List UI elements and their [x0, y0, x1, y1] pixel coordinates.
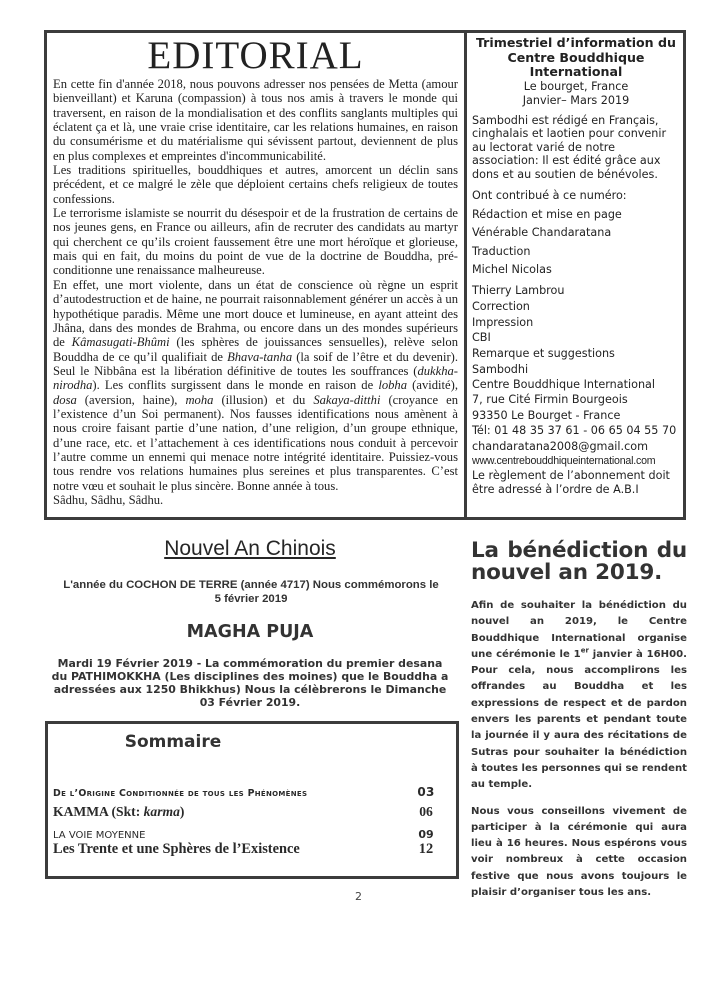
text-run: (la soif de l’être et du devenir). Seul le Nibbâna est la libération définitive de toutes les souffrances ( — [53, 349, 458, 378]
contact-website[interactable]: www.centrebouddhiqueinternational.com — [472, 455, 656, 467]
text-run: En effet, une mort violente, dans un état de conscience où règne un esprit d’autodestruction et de haine, ne pourrait raisonnablement générer un accès à un hypothétique paradis. Même une mort douce et lumineuse, en ayant atteint des Jhâna, dans des mondes de Brahma, ou encore dans un des mondes supérieurs de — [53, 277, 458, 350]
magha-puja-title: MAGHA PUJA — [186, 622, 314, 642]
text-run: du — [656, 538, 687, 563]
contact-phone: Tél: 01 48 35 37 61 - 06 65 04 55 70 — [472, 424, 677, 438]
text-run: ) — [179, 804, 185, 819]
toc-item-page: 06 — [419, 804, 433, 819]
toc-item-title: Les Trente et une Sphères de l’Existence — [53, 841, 300, 857]
toc-item-page: 09 — [418, 828, 434, 841]
text-run: (avidité), — [407, 378, 458, 393]
toc-item-page: 03 — [417, 785, 435, 799]
editorial-title: EDITORIAL — [147, 34, 364, 77]
column-divider — [464, 33, 467, 517]
toc-title: Sommaire — [124, 732, 222, 752]
toc-item[interactable] — [53, 785, 446, 799]
contact-street: 7, rue Cité Firmin Bourgeois — [472, 393, 628, 407]
role-label: Traduction — [472, 244, 531, 258]
text-run: (les sphères de jouissances sensuelles), relève selon Bouddha de ce qu’il qualifiait de — [53, 335, 458, 364]
pali-term: Kâmasugati-Bhûmi — [71, 335, 170, 350]
text-run: La — [471, 538, 499, 563]
toc-item-title — [53, 804, 184, 820]
masthead-description: Sambodhi est rédigé en Français, cinghalais et laotien pour convenir au lectorat varié de notre association: Il est édité grâce aux dons et au soutien de bénévoles. — [472, 113, 667, 181]
text-run: ). Les conflits surgissent dans le monde en raison de — [92, 378, 379, 393]
masthead-section — [469, 33, 683, 517]
contributor-name: Michel Nicolas — [472, 263, 552, 277]
editorial-paragraph — [53, 278, 458, 493]
nouvel-an-line: L'année du COCHON DE TERRE (année 4717) Nous commémorons le — [63, 579, 439, 591]
role-label: Remarque et suggestions — [472, 347, 615, 361]
toc-item[interactable] — [53, 828, 446, 841]
benediction-article — [471, 540, 687, 901]
editorial-closing: Sâdhu, Sâdhu, Sâdhu. — [53, 492, 164, 507]
page-number: 2 — [355, 890, 362, 903]
nouvel-an-date: 5 février 2019 — [214, 593, 288, 605]
toc-item[interactable] — [53, 804, 446, 820]
text-run: (croyance en l’existence d’un Soi permanent). Nos fausses identifications nous amènent à nous croire faisant partie d’une nation, d’une religion, d’un groupe ethnique, d’une race, etc. et l’attachement à ces identifications nous conduit à percevoir l’autre comme un ennemi qui menace notre intégrité identitaire. Puissiez-vous tous rendre vos relations humaines plus sereines et plus transparentes. C’est notre vœu et souhait le plus sincère. Bonne année à tous. — [53, 392, 458, 493]
text-run: (illusion) et du — [213, 392, 314, 407]
role-label: Impression — [472, 315, 534, 329]
pali-term: lobha — [378, 378, 408, 393]
contributor-name: Thierry Lambrou — [472, 283, 565, 297]
benediction-title-line1 — [471, 540, 687, 562]
contact-name: Sambodhi — [472, 362, 529, 376]
nouvel-an-title: Nouvel An Chinois — [164, 537, 336, 560]
contact-email[interactable]: chandaratana2008@gmail.com — [472, 439, 648, 453]
toc-item-page: 12 — [418, 841, 434, 857]
nouvel-an-text — [46, 578, 456, 606]
editorial-section — [47, 33, 463, 517]
contributors-heading: Ont contribué à ce numéro: — [472, 189, 627, 203]
pali-term: moha — [185, 392, 214, 407]
subscription-note: Le règlement de l’abonnement doit être adressé à l’ordre de A.B.I — [472, 469, 670, 497]
contributor-name: CBI — [472, 331, 491, 345]
contact-org: Centre Bouddhique International — [472, 377, 656, 391]
text-run: KAMMA (Skt: — [53, 804, 144, 819]
role-label: Rédaction et mise en page — [472, 207, 622, 221]
text-run: bénédiction — [507, 538, 649, 563]
pali-term: dukkha-nirodha — [53, 363, 458, 393]
text-run: (aversion, haine), — [76, 392, 186, 407]
masthead-heading: Trimestriel d’information du Centre Bouddhique International — [475, 35, 677, 79]
text-run: janvier à 16H00. Pour cela, nous accomplirons les offrandes au Bouddha et les expressions de respect et de pardon envers les parents et pendant toute la journée il y aura des récitations de Sutras pour souhaiter la bénédiction à toutes les personnes qui se rendent au temple. — [471, 648, 687, 791]
magha-puja-text: Mardi 19 Février 2019 - La commémoration du premier desana du PATHIMOKKHA (Les disciplines des moines) que le Bouddha a adressées aux 1250 Bhikkhus) Nous la célèbrerons le Dimanche 03 Février 2019. — [51, 657, 449, 709]
toc-item-title: De l’Origine Conditionnée de tous les Phénomènes — [53, 788, 308, 799]
editorial-paragraph: Les traditions spirituelles, bouddhiques et autres, amorcent un déclin sans précédent, et ce malgré le zèle que déploient certains chefs religieux de toutes confessions. — [53, 163, 458, 206]
role-label: Correction — [472, 299, 530, 313]
pali-term: dosa — [53, 392, 77, 407]
benediction-title-line2: nouvel an 2019. — [471, 560, 663, 585]
editorial-paragraph: En cette fin d'année 2018, nous pouvons adresser nos pensées de Metta (amour bienveillant) et Karuna (compassion) à tous nos amis à travers le monde qui traversent, en raison de la mondialisation et des conflits sanglants multiples qui éclatent ça et là, une vraie crise identitaire, car les relations humaines, en raison du consumérisme et du matérialisme qui sévissent partout, deviennent de plus en plus complexes et empreintes d'incommunicabilité. — [53, 77, 458, 163]
contact-city: 93350 Le Bourget - France — [472, 408, 621, 422]
text-run: Afin de souhaiter la bénédiction du nouvel an 2019, le Centre Bouddhique International organise une cérémonie le 1 — [471, 600, 687, 660]
benediction-paragraph — [471, 598, 687, 794]
pali-term: Bhava-tanha — [227, 349, 293, 364]
editorial-body — [53, 77, 458, 507]
masthead-location: Le bourget, France — [523, 79, 629, 93]
contributors-list — [472, 187, 683, 497]
toc-item[interactable] — [53, 841, 446, 858]
masthead-period: Janvier– Mars 2019 — [522, 93, 630, 107]
superscript: er — [580, 646, 589, 655]
pali-term: Sakaya-ditthi — [313, 392, 381, 407]
toc-item-title: LA VOIE MOYENNE — [53, 830, 146, 841]
text-run: karma — [143, 804, 180, 819]
header-box — [44, 30, 686, 520]
benediction-title — [471, 540, 687, 584]
table-of-contents — [45, 721, 459, 879]
benediction-paragraph: Nous vous conseillons vivement de participer à la cérémonie qui aura lieu à 16 heures. Nous espérons vous voir nombreux à cette occasion festive que nous avons toujours le plaisir d’organiser tous les ans. — [471, 805, 687, 899]
contributor-name: Vénérable Chandaratana — [472, 226, 612, 240]
editorial-paragraph: Le terrorisme islamiste se nourrit du désespoir et de la frustration de certains de nos jeunes gens, en France ou ailleurs, afin de recruter des candidats au martyr qui cherchent ce qu’ils croient faussement être une mort héroïque et glorieuse, mais qui en fait, du moins du point de vue de la doctrine de Bouddha, pré-conditionne une renaissance malheureuse. — [53, 206, 458, 278]
